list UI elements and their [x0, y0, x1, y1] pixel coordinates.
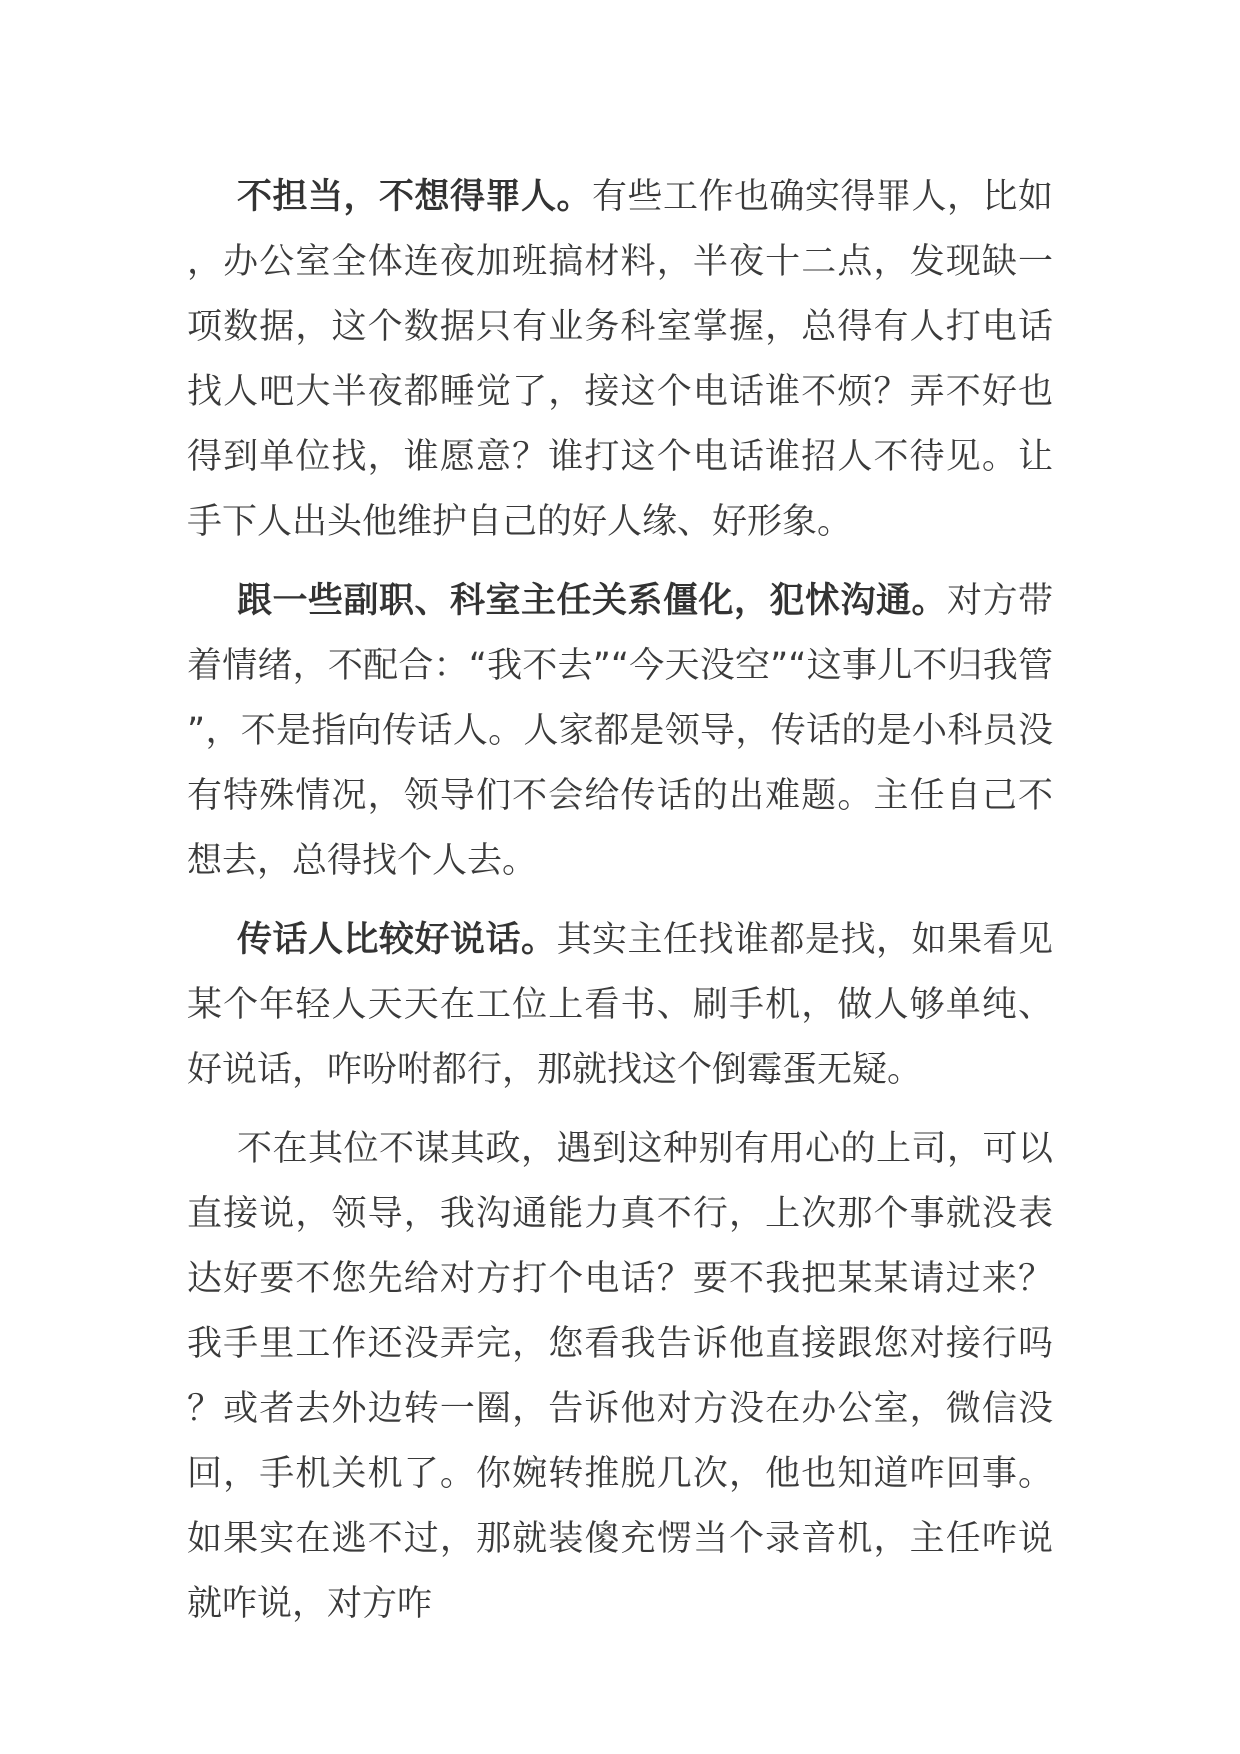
paragraph-text: 有些工作也确实得罪人，比如，办公室全体连夜加班搞材料，半夜十二点，发现缺一项数据，这个数据只有业务科室掌握，总得有人打电话找人吧大半夜都睡觉了，接这个电话谁不烦？弄不好也得到单位找，谁愿意？谁打这个电话谁招人不待见。让手下人出头他维护自己的好人缘、好形象。 — [187, 177, 1053, 542]
paragraph-lead: 跟一些副职、科室主任关系僵化，犯怵沟通。 — [237, 581, 947, 621]
paragraph — [187, 569, 1053, 894]
paragraph-lead: 传话人比较好说话。 — [237, 920, 557, 960]
paragraph-text: 其实主任找谁都是找，如果看见某个年轻人天天在工位上看书、刷手机，做人够单纯、好说话，咋吩咐都行，那就找这个倒霉蛋无疑。 — [187, 920, 1053, 1090]
paragraph-lead: 不担当，不想得罪人。 — [237, 177, 592, 217]
paragraph — [187, 165, 1053, 555]
paragraph — [187, 1117, 1053, 1637]
article-body — [187, 165, 1053, 1651]
paragraph-text: 对方带着情绪，不配合：“我不去”“今天没空”“这事儿不归我管”，不是指向传话人。人家都是领导，传话的是小科员没有特殊情况，领导们不会给传话的出难题。主任自己不想去，总得找个人去。 — [187, 581, 1053, 881]
paragraph-text: 不在其位不谋其政，遇到这种别有用心的上司，可以直接说，领导，我沟通能力真不行，上次那个事就没表达好要不您先给对方打个电话？要不我把某某请过来？我手里工作还没弄完，您看我告诉他直接跟您对接行吗？或者去外边转一圈，告诉他对方没在办公室，微信没回，手机关机了。你婉转推脱几次，他也知道咋回事。如果实在逃不过，那就装傻充愣当个录音机，主任咋说就咋说，对方咋 — [187, 1129, 1053, 1624]
paragraph — [187, 908, 1053, 1103]
